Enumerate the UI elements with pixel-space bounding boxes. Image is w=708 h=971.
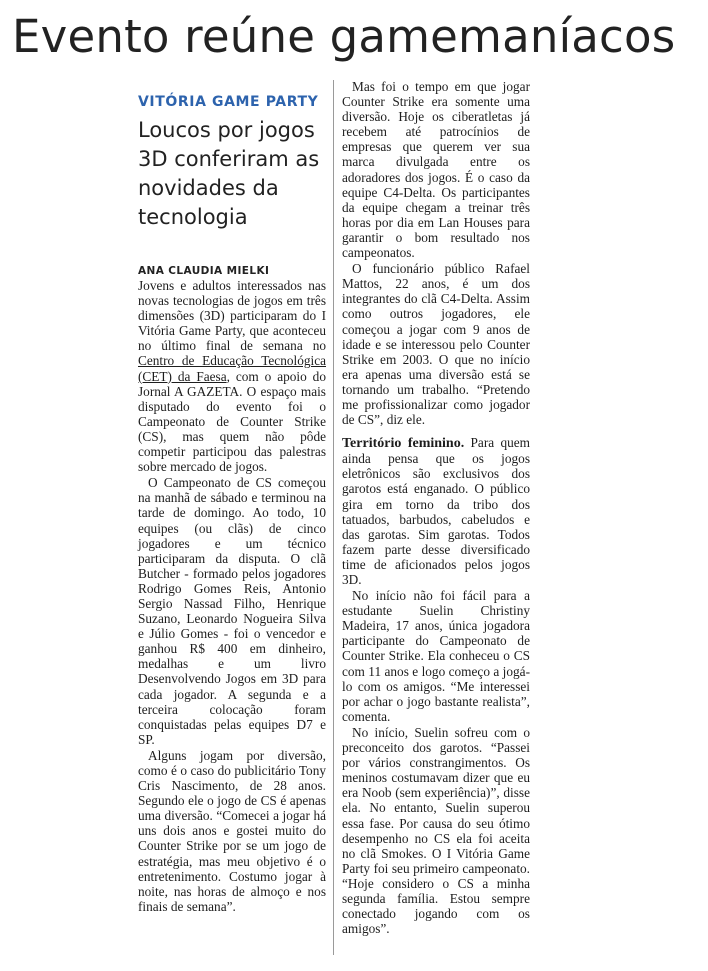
- paragraph: No início, Suelin sofreu com o preconceito dos garotos. “Passei por vários constrangimentos. Os meninos costumavam dizer que eu era Noob (sem experiência)”, disse ela. No entanto, Suelin superou essa fase. Por causa do seu ótimo desempenho no CS ela foi aceita no clã Smokes. O I Vitória Game Party foi seu primeiro campeonato. “Hoje considero o CS a minha segunda família. Estou sempre conectado jogando com os amigos”.: [342, 724, 530, 937]
- paragraph-text: , com o apoio do Jornal A GAZETA. O espaço mais disputado do evento foi o Campeonato de Counter Strike (CS), mas quem não pôde competir participou das palestras sobre mercado de jogos.: [138, 368, 326, 475]
- deck-subtitle: Loucos por jogos 3D conferiram as novidades da tecnologia: [138, 118, 320, 229]
- headline: Evento reúne gamemaníacos: [12, 10, 676, 63]
- paragraph: [138, 278, 326, 474]
- paragraph: No início não foi fácil para a estudante Suelin Christiny Madeira, 17 anos, única jogadora participante do Campeonato de Counter Strike. Ela conheceu o CS com 11 anos e logo começo a jogá-lo com os amigos. “Me interessei por achar o jogo bastante realista”, comenta.: [342, 588, 530, 724]
- paragraph: Alguns jogam por diversão, como é o caso do publicitário Tony Cris Nascimento, de 28 anos. Segundo ele o jogo de CS é apenas uma diversão. “Comecei a jogar há uns dois anos e gostei muito do Counter Strike por se um jogo de estratégia, mas meu objetivo é o entretenimento. Costumo jogar à noite, nas horas de almoço e nos finais de semana”.: [138, 747, 326, 914]
- paragraph-text: Jovens e adultos interessados nas novas tecnologias de jogos em três dimensões (3D) participaram do I Vitória Game Party, que aconteceu no último final de semana no: [138, 278, 326, 354]
- paragraph: [342, 435, 530, 587]
- article-column-left: [138, 278, 326, 914]
- byline: ANA CLAUDIA MIELKI: [138, 265, 270, 277]
- column-divider: [333, 80, 334, 955]
- paragraph: O funcionário público Rafael Mattos, 22 anos, é um dos integrantes do clã C4-Delta. Assim como outros jogadores, ele começou a jogar com 9 anos de idade e se interessou pelo Counter Strike em 2003. O que no início era apenas uma diversão está se tornando um trabalho. “Pretendo me profissionalizar como jogador de CS”, diz ele.: [342, 261, 530, 428]
- article-column-right: [342, 79, 530, 936]
- paragraph: Mas foi o tempo em que jogar Counter Strike era somente uma diversão. Hoje os ciberatletas já recebem até patrocínios de empresas que querem ver sua marca divulgada entre os adoradores dos jogos. É o caso da equipe C4-Delta. Os participantes da equipe chegam a treinar três horas por dia em Lan Houses para garantir o bom resultado nos campeonatos.: [342, 79, 530, 261]
- paragraph: O Campeonato de CS começou na manhã de sábado e terminou na tarde de domingo. Ao todo, 10 equipes (ou clãs) de cinco jogadores e um técnico participaram da disputa. O clã Butcher - formado pelos jogadores Rodrigo Gomes Reis, Antonio Sergio Nassad Filho, Henrique Suzano, Leonardo Nogueira Silva e Júlio Gomes - foi o vencedor e ganhou R$ 400 em dinheiro, medalhas e um livro Desenvolvendo Jogos em 3D para cada jogador. A segunda e a terceira colocação foram conquistadas pelas equipes D7 e SP.: [138, 475, 326, 747]
- section-subhead: Território feminino.: [342, 436, 465, 452]
- kicker: VITÓRIA GAME PARTY: [138, 94, 319, 110]
- paragraph-text: Para quem ainda pensa que os jogos eletrônicos são exclusivos dos garotos está enganado. O público gira em torno da tribo dos tatuados, barbudos, cabeludos e das garotas. Sim garotas. Todos fazem parte desse diversificado time de aficionados pelos jogos 3D.: [342, 435, 530, 587]
- cet-link: Centro de Educação Tecnológica (CET) da Faesa: [138, 353, 326, 384]
